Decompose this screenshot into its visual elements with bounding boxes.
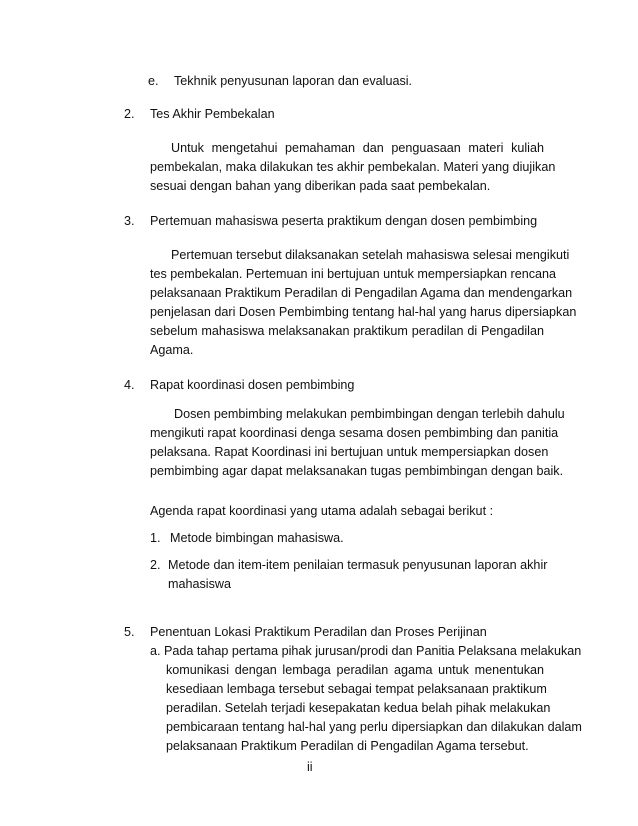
list-marker-e: e. xyxy=(148,74,159,88)
paragraph-line: peradilan. Setelah terjadi kesepakatan kedua belah pihak melakukan xyxy=(166,701,551,715)
section-4-heading: Rapat koordinasi dosen pembimbing xyxy=(150,378,355,392)
paragraph-line: mahasiswa xyxy=(168,577,231,591)
section-5-sub-a-paragraph xyxy=(166,661,582,756)
section-5-sub-a-first-line: a. Pada tahap pertama pihak jurusan/prodi dan Panitia Pelaksana melakukan xyxy=(150,644,582,658)
paragraph-line: penjelasan dari Dosen Pembimbing tentang hal-hal yang harus dipersiapkan xyxy=(150,305,577,319)
section-2-number: 2. xyxy=(124,107,135,121)
section-4-paragraph xyxy=(150,405,565,481)
paragraph-line: sesuai dengan bahan yang diberikan pada saat pembekalan. xyxy=(150,179,491,193)
paragraph-line: Metode dan item-item penilaian termasuk penyusunan laporan akhir xyxy=(168,558,548,572)
agenda-item-1-text: Metode bimbingan mahasiswa. xyxy=(170,531,344,545)
section-2-paragraph xyxy=(150,139,556,196)
section-3-paragraph xyxy=(150,246,577,360)
paragraph-line: Pertemuan tersebut dilaksanakan setelah mahasiswa selesai mengikuti xyxy=(171,248,570,262)
agenda-item-1-marker: 1. xyxy=(150,531,161,545)
paragraph-line: tes pembekalan. Pertemuan ini bertujuan untuk mempersiapkan rencana xyxy=(150,267,557,281)
section-3-heading: Pertemuan mahasiswa peserta praktikum dengan dosen pembimbing xyxy=(150,214,538,228)
section-3-number: 3. xyxy=(124,214,135,228)
paragraph-line: komunikasi dengan lembaga peradilan agama untuk menentukan xyxy=(166,663,544,677)
agenda-item-2-text xyxy=(168,556,548,594)
paragraph-line: kesediaan lembaga tersebut sebagai tempat pelaksanaan praktikum xyxy=(166,682,547,696)
section-4-number: 4. xyxy=(124,378,135,392)
section-5-heading: Penentuan Lokasi Praktikum Peradilan dan Proses Perijinan xyxy=(150,625,487,639)
paragraph-line: pelaksana. Rapat Koordinasi ini bertujuan untuk mempersiapkan dosen xyxy=(150,445,549,459)
agenda-item-2-marker: 2. xyxy=(150,558,161,572)
paragraph-line: pelaksanaan Praktikum Peradilan di Pengadilan Agama dan mendengarkan xyxy=(150,286,573,300)
agenda-intro: Agenda rapat koordinasi yang utama adalah sebagai berikut : xyxy=(150,504,494,518)
paragraph-line: sebelum mahasiswa melaksanakan praktikum peradilan di Pengadilan xyxy=(150,324,544,338)
section-5-number: 5. xyxy=(124,625,135,639)
paragraph-line: Untuk mengetahui pemahaman dan penguasaan materi kuliah xyxy=(171,141,544,155)
section-2-heading: Tes Akhir Pembekalan xyxy=(150,107,275,121)
paragraph-line: pembekalan, maka dilakukan tes akhir pembekalan. Materi yang diujikan xyxy=(150,160,556,174)
paragraph-line: pelaksanaan Praktikum Peradilan di Pengadilan Agama tersebut. xyxy=(166,739,529,753)
list-item-e-text: Tekhnik penyusunan laporan dan evaluasi. xyxy=(174,74,413,88)
paragraph-line: pembimbing agar dapat melaksanakan tugas pembimbingan dengan baik. xyxy=(150,464,564,478)
paragraph-line: Dosen pembimbing melakukan pembimbingan dengan terlebih dahulu xyxy=(174,407,565,421)
paragraph-line: mengikuti rapat koordinasi denga sesama dosen pembimbing dan panitia xyxy=(150,426,559,440)
paragraph-line: Agama. xyxy=(150,343,194,357)
page-number: ii xyxy=(307,760,313,774)
paragraph-line: pembicaraan tentang hal-hal yang perlu dipersiapkan dan dilakukan dalam xyxy=(166,720,582,734)
